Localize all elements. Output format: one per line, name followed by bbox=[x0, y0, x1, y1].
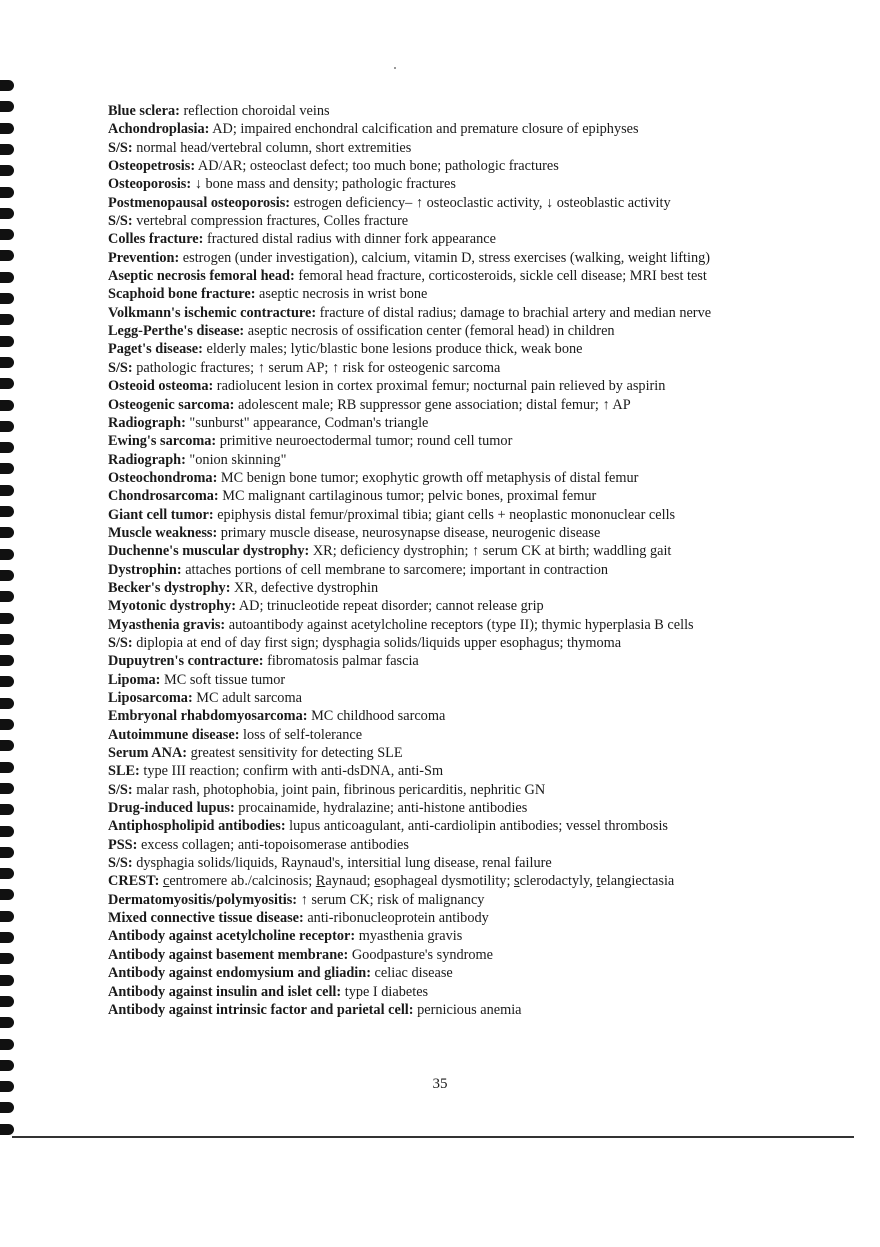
list-item bbox=[108, 524, 848, 542]
binding-hole bbox=[0, 889, 14, 900]
term-label: Myasthenia gravis: bbox=[108, 616, 226, 633]
term-description: MC soft tissue tumor bbox=[160, 671, 286, 688]
term-description: pernicious anemia bbox=[413, 1001, 522, 1018]
term-description: lupus anticoagulant, anti-cardiolipin antibodies; vessel thrombosis bbox=[285, 818, 668, 835]
term-description: "onion skinning" bbox=[185, 451, 287, 468]
list-item bbox=[108, 396, 848, 414]
term-label: Volkmann's ischemic contracture: bbox=[108, 304, 317, 321]
term-label: Myotonic dystrophy: bbox=[108, 598, 237, 615]
term-description: estrogen (under investigation), calcium, vitamin D, stress exercises (walking, weight lifting) bbox=[179, 249, 711, 266]
binding-hole bbox=[0, 336, 14, 347]
term-label: Antibody against basement membrane: bbox=[108, 946, 349, 963]
term-label: Embryonal rhabdomyosarcoma: bbox=[108, 708, 308, 725]
term-description: autoantibody against acetylcholine receptors (type II); thymic hyperplasia B cells bbox=[225, 616, 694, 633]
term-label: Drug-induced lupus: bbox=[108, 800, 235, 817]
binding-hole bbox=[0, 229, 14, 240]
binding-hole bbox=[0, 1060, 14, 1071]
list-item bbox=[108, 744, 848, 762]
binding-hole bbox=[0, 868, 14, 879]
binding-hole bbox=[0, 847, 14, 858]
binding-hole bbox=[0, 613, 14, 624]
term-label: Lipoma: bbox=[108, 671, 161, 688]
list-item bbox=[108, 671, 848, 689]
footer-rule bbox=[12, 1136, 854, 1138]
term-label: Antiphospholipid antibodies: bbox=[108, 818, 286, 835]
binding-hole bbox=[0, 1102, 14, 1113]
list-item bbox=[108, 157, 848, 175]
list-item bbox=[108, 304, 848, 322]
list-item bbox=[108, 983, 848, 1001]
term-description: greatest sensitivity for detecting SLE bbox=[187, 745, 403, 762]
binding-hole bbox=[0, 698, 14, 709]
binding-hole bbox=[0, 272, 14, 283]
binding-hole bbox=[0, 506, 14, 517]
term-description: aseptic necrosis in wrist bone bbox=[255, 286, 428, 303]
list-item bbox=[108, 634, 848, 652]
term-description: fibromatosis palmar fascia bbox=[263, 653, 419, 670]
list-item bbox=[108, 506, 848, 524]
binding-hole bbox=[0, 783, 14, 794]
term-description: pathologic fractures; ↑ serum AP; ↑ risk for osteogenic sarcoma bbox=[132, 359, 501, 376]
term-description: normal head/vertebral column, short extremities bbox=[132, 139, 412, 156]
term-description: dysphagia solids/liquids, Raynaud's, intersitial lung disease, renal failure bbox=[132, 855, 552, 872]
term-description: MC adult sarcoma bbox=[192, 690, 302, 706]
binding-hole bbox=[0, 378, 14, 389]
binding-hole bbox=[0, 421, 14, 432]
term-description: "sunburst" appearance, Codman's triangle bbox=[185, 414, 429, 431]
list-item bbox=[108, 616, 848, 634]
term-description: excess collagen; anti-topoisomerase antibodies bbox=[137, 836, 409, 853]
list-item bbox=[108, 267, 848, 285]
term-label: Antibody against insulin and islet cell: bbox=[108, 983, 342, 1000]
list-item bbox=[108, 891, 848, 909]
term-description: primitive neuroectodermal tumor; round cell tumor bbox=[216, 433, 513, 450]
term-label: Prevention: bbox=[108, 249, 180, 266]
term-label: Paget's disease: bbox=[108, 341, 203, 358]
term-description: AD; impaired enchondral calcification and premature closure of epiphyses bbox=[209, 121, 639, 138]
list-item bbox=[108, 927, 848, 945]
term-label: Becker's dystrophy: bbox=[108, 579, 231, 596]
term-label: CREST: bbox=[108, 873, 160, 890]
term-description: MC benign bone tumor; exophytic growth off metaphysis of distal femur bbox=[217, 469, 639, 486]
list-item bbox=[108, 285, 848, 303]
binding-hole bbox=[0, 144, 14, 155]
term-label: Dermatomyositis/polymyositis: bbox=[108, 891, 298, 908]
term-description: femoral head fracture, corticosteroids, sickle cell disease; MRI best test bbox=[294, 268, 707, 285]
list-item bbox=[108, 817, 848, 835]
term-label: Duchenne's muscular dystrophy: bbox=[108, 543, 310, 560]
term-label: Antibody against acetylcholine receptor: bbox=[108, 928, 356, 945]
term-label: S/S: bbox=[108, 634, 133, 651]
term-label: Osteoporosis: bbox=[108, 176, 192, 193]
term-description: MC childhood sarcoma bbox=[307, 708, 446, 725]
term-description: fracture of distal radius; damage to brachial artery and median nerve bbox=[316, 304, 712, 321]
term-description: attaches portions of cell membrane to sarcomere; important in contraction bbox=[181, 561, 608, 578]
binding-hole bbox=[0, 676, 14, 687]
list-item bbox=[108, 781, 848, 799]
list-item bbox=[108, 322, 848, 340]
binding-hole bbox=[0, 740, 14, 751]
term-label: Dupuytren's contracture: bbox=[108, 653, 264, 670]
binding-hole bbox=[0, 314, 14, 325]
binding-hole bbox=[0, 719, 14, 730]
list-item bbox=[108, 909, 848, 927]
binding-hole bbox=[0, 634, 14, 645]
term-description: type I diabetes bbox=[341, 983, 429, 1000]
binding-hole bbox=[0, 250, 14, 261]
term-label: S/S: bbox=[108, 213, 133, 230]
list-item bbox=[108, 120, 848, 138]
binding-hole bbox=[0, 655, 14, 666]
list-item bbox=[108, 469, 848, 487]
list-item bbox=[108, 432, 848, 450]
term-description: Goodpasture's syndrome bbox=[348, 946, 494, 963]
binding-hole bbox=[0, 549, 14, 560]
term-label: Antibody against intrinsic factor and parietal cell: bbox=[108, 1001, 414, 1018]
list-item bbox=[108, 561, 848, 579]
binding-hole bbox=[0, 932, 14, 943]
term-description: adolescent male; RB suppressor gene association; distal femur; ↑ AP bbox=[234, 396, 631, 413]
binding-hole bbox=[0, 1017, 14, 1028]
list-item bbox=[108, 487, 848, 505]
term-label: Muscle weakness: bbox=[108, 524, 218, 541]
term-label: Osteopetrosis: bbox=[108, 158, 196, 175]
term-description: XR, defective dystrophin bbox=[230, 579, 379, 596]
list-item bbox=[108, 579, 848, 597]
binding-hole bbox=[0, 187, 14, 198]
binding-hole bbox=[0, 293, 14, 304]
list-item bbox=[108, 139, 848, 157]
term-description: malar rash, photophobia, joint pain, fibrinous pericarditis, nephritic GN bbox=[132, 781, 546, 798]
binding-hole bbox=[0, 570, 14, 581]
term-description: XR; deficiency dystrophin; ↑ serum CK at birth; waddling gait bbox=[309, 543, 672, 560]
list-item bbox=[108, 194, 848, 212]
term-description: radiolucent lesion in cortex proximal femur; nocturnal pain relieved by aspirin bbox=[213, 378, 666, 395]
list-item bbox=[108, 212, 848, 230]
list-item bbox=[108, 249, 848, 267]
list-item bbox=[108, 1001, 848, 1019]
term-description: diplopia at end of day first sign; dysphagia solids/liquids upper esophagus; thymoma bbox=[132, 634, 622, 651]
term-description: loss of self-tolerance bbox=[239, 726, 363, 743]
binding-hole bbox=[0, 463, 14, 474]
term-label: SLE: bbox=[108, 763, 140, 780]
binding-hole bbox=[0, 101, 14, 112]
binding-hole bbox=[0, 442, 14, 453]
term-label: S/S: bbox=[108, 139, 133, 156]
list-item bbox=[108, 854, 848, 872]
term-label: Liposarcoma: bbox=[108, 690, 193, 706]
binding-hole bbox=[0, 911, 14, 922]
term-description: anti-ribonucleoprotein antibody bbox=[303, 910, 489, 927]
list-item bbox=[108, 230, 848, 248]
list-item bbox=[108, 689, 848, 707]
term-label: Postmenopausal osteoporosis: bbox=[108, 194, 291, 211]
list-item bbox=[108, 451, 848, 469]
term-label: Colles fracture: bbox=[108, 231, 204, 248]
list-item bbox=[108, 542, 848, 560]
binding-hole bbox=[0, 826, 14, 837]
list-item bbox=[108, 414, 848, 432]
list-item bbox=[108, 102, 848, 120]
list-item bbox=[108, 799, 848, 817]
term-description: fractured distal radius with dinner fork appearance bbox=[203, 231, 496, 248]
binding-hole bbox=[0, 762, 14, 773]
binding-hole bbox=[0, 1124, 14, 1135]
term-label: Giant cell tumor: bbox=[108, 506, 214, 523]
term-label: Serum ANA: bbox=[108, 745, 188, 762]
term-label: Radiograph: bbox=[108, 414, 186, 431]
binding-hole bbox=[0, 996, 14, 1007]
binding-hole bbox=[0, 208, 14, 219]
list-item bbox=[108, 872, 848, 890]
term-description: estrogen deficiency– ↑ osteoclastic activity, ↓ osteoblastic activity bbox=[290, 194, 671, 211]
term-label: Autoimmune disease: bbox=[108, 726, 240, 743]
list-item bbox=[108, 946, 848, 964]
binding-hole bbox=[0, 485, 14, 496]
term-description: ↑ serum CK; risk of malignancy bbox=[297, 891, 485, 908]
term-description: vertebral compression fractures, Colles fracture bbox=[132, 213, 409, 230]
binding-hole bbox=[0, 953, 14, 964]
binding-hole bbox=[0, 527, 14, 538]
list-item bbox=[108, 175, 848, 193]
term-description: primary muscle disease, neurosynapse disease, neurogenic disease bbox=[217, 524, 601, 541]
list-item bbox=[108, 340, 848, 358]
term-description: AD/AR; osteoclast defect; too much bone; pathologic fractures bbox=[195, 158, 559, 175]
term-label: Antibody against endomysium and gliadin: bbox=[108, 965, 371, 982]
list-item bbox=[108, 597, 848, 615]
term-description: epiphysis distal femur/proximal tibia; giant cells + neoplastic mononuclear cells bbox=[213, 506, 676, 523]
binding-hole bbox=[0, 975, 14, 986]
term-label: Aseptic necrosis femoral head: bbox=[108, 268, 295, 285]
term-label: Osteochondroma: bbox=[108, 469, 218, 486]
term-description: celiac disease bbox=[370, 965, 453, 982]
binding-hole bbox=[0, 400, 14, 411]
term-label: S/S: bbox=[108, 359, 133, 376]
binding-hole bbox=[0, 357, 14, 368]
binding-hole bbox=[0, 591, 14, 602]
term-description: reflection choroidal veins bbox=[179, 103, 330, 119]
term-label: PSS: bbox=[108, 836, 138, 853]
term-description: procainamide, hydralazine; anti-histone antibodies bbox=[234, 800, 528, 817]
page-content bbox=[108, 102, 848, 1019]
term-description: type III reaction; confirm with anti-dsDNA, anti-Sm bbox=[139, 763, 444, 780]
term-label: Achondroplasia: bbox=[108, 121, 210, 138]
list-item bbox=[108, 359, 848, 377]
term-description: centromere ab./calcinosis; Raynaud; esophageal dysmotility; sclerodactyly, telangiectasia bbox=[162, 873, 675, 890]
term-description: aseptic necrosis of ossification center (femoral head) in children bbox=[244, 323, 615, 340]
term-label: Mixed connective tissue disease: bbox=[108, 910, 304, 927]
binding-hole bbox=[0, 80, 14, 91]
term-label: Blue sclera: bbox=[108, 103, 180, 119]
term-label: Chondrosarcoma: bbox=[108, 488, 219, 505]
term-description: ↓ bone mass and density; pathologic fractures bbox=[191, 176, 456, 193]
term-label: Osteogenic sarcoma: bbox=[108, 396, 235, 413]
term-label: Ewing's sarcoma: bbox=[108, 433, 217, 450]
term-label: S/S: bbox=[108, 781, 133, 798]
term-description: myasthenia gravis bbox=[355, 928, 463, 945]
page-number: 35 bbox=[432, 1076, 448, 1092]
binding-hole bbox=[0, 165, 14, 176]
spiral-binding bbox=[0, 80, 22, 1140]
list-item bbox=[108, 377, 848, 395]
binding-hole bbox=[0, 123, 14, 134]
term-label: Legg-Perthe's disease: bbox=[108, 323, 245, 340]
scan-speck bbox=[394, 67, 396, 69]
list-item bbox=[108, 707, 848, 725]
term-label: Radiograph: bbox=[108, 451, 186, 468]
term-description: AD; trinucleotide repeat disorder; cannot release grip bbox=[236, 598, 544, 615]
term-label: Dystrophin: bbox=[108, 561, 182, 578]
term-label: Scaphoid bone fracture: bbox=[108, 286, 256, 303]
term-description: elderly males; lytic/blastic bone lesions produce thick, weak bone bbox=[202, 341, 583, 358]
list-item bbox=[108, 762, 848, 780]
list-item bbox=[108, 652, 848, 670]
binding-hole bbox=[0, 1039, 14, 1050]
term-description: MC malignant cartilaginous tumor; pelvic bones, proximal femur bbox=[218, 488, 597, 505]
list-item bbox=[108, 964, 848, 982]
list-item bbox=[108, 836, 848, 854]
list-item bbox=[108, 726, 848, 744]
term-label: Osteoid osteoma: bbox=[108, 378, 214, 395]
term-label: S/S: bbox=[108, 855, 133, 872]
binding-hole bbox=[0, 804, 14, 815]
